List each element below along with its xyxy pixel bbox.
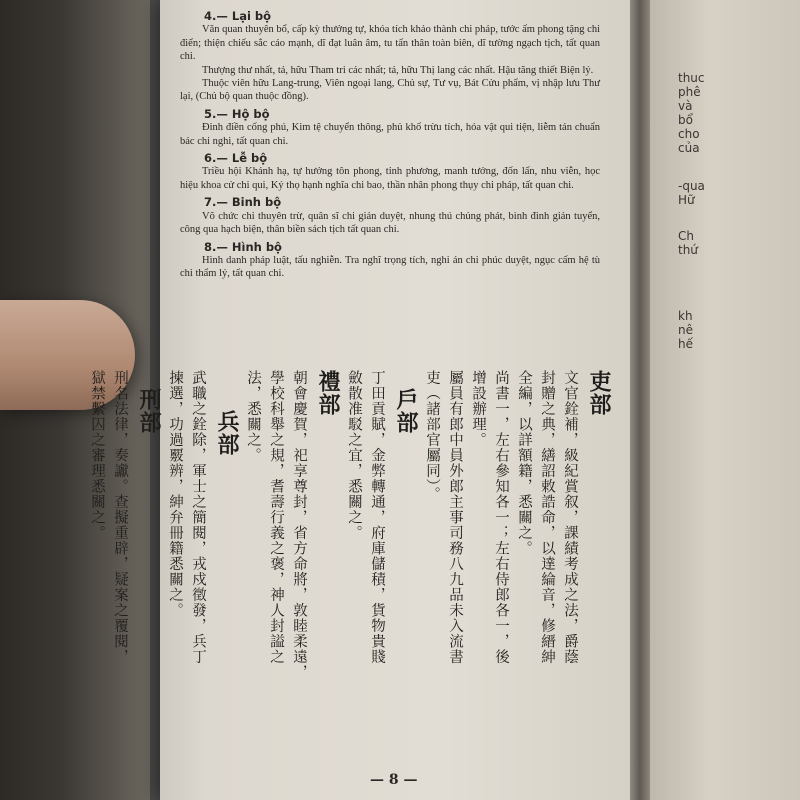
section-heading: 5.— Hộ bộ (204, 106, 270, 121)
cjk-column: 武職之銓除，軍士之簡閱，戎戍徵發，兵丁 (190, 370, 206, 665)
facing-fragment: phê (678, 85, 701, 99)
section-ho-bo (180, 108, 600, 148)
facing-fragment: kh (678, 309, 693, 323)
cjk-column: 吏（諸部官屬同）。 (424, 370, 440, 503)
paragraph: Đinh điền cống phú, Kim tệ chuyển thông, phủ khố trừu tích, hóa vật qui tiện, liễm tán chuẩn bác chi nghi, tất quan chi. (180, 122, 600, 147)
cjk-title-hinh: 刑部 (136, 388, 161, 434)
cjk-column: 尚書一，左右參知各一；左右侍郎各一，後 (493, 370, 509, 665)
section-heading: 7.— Binh bộ (204, 195, 282, 210)
facing-fragment: hế (678, 337, 693, 351)
section-le-bo (180, 152, 600, 192)
facing-fragment: bổ (678, 113, 693, 127)
vietnamese-text (180, 6, 600, 281)
facing-fragment: Ch (678, 229, 694, 243)
cjk-column: 法，悉關之。 (245, 370, 261, 463)
cjk-column: 丁田貢賦，金弊轉通，府庫儲積，貨物貴賤 (369, 370, 385, 665)
facing-fragment: -qua (678, 179, 705, 193)
section-hinh-bo (180, 241, 600, 281)
cjk-column: 朝會慶賀，祀享尊封，省方命將，敦睦柔遠， (291, 370, 307, 680)
cjk-column: 文官銓補，級紀賞叙，課績考成之法，爵蔭 (562, 370, 578, 665)
chinese-text (89, 370, 611, 765)
cjk-column: 增設辦理。 (470, 370, 486, 448)
paragraph: Thượng thư nhất, tả, hữu Tham tri các nhất; tả, hữu Thị lang các nhất. Hậu tăng thiết Biện lý. (202, 64, 594, 76)
paragraph: Văn quan thuyên bổ, cấp kỳ thưởng tự, khóa tích khảo thành chi pháp, tước ấm phong tặng chi điển; thiện chiếu sắc cáo mạnh, dĩ đạt luân âm, tu tấn thân toàn biên, dĩ tường ngạch tịch, tất quan chi. (180, 24, 600, 63)
paragraph: Triều hội Khánh hạ, tự hưởng tôn phong, tỉnh phương, manh tưởng, đốn lấn, nhu viễn, học hiệu khoa cử chi qui, Ký thọ hạnh nghĩa chi bao, thần nhân phong thụy chi pháp, tất quan chi. (180, 166, 600, 191)
cjk-title-hu: 戶部 (393, 388, 418, 434)
section-heading: 8.— Hình bộ (204, 239, 282, 254)
facing-fragment: thứ (678, 243, 698, 257)
cjk-column: 揀選，功過覈辨，紳弁冊籍悉關之。 (167, 370, 183, 618)
section-lai-bo (180, 10, 600, 104)
cjk-column: 全編，以詳額籍，悉關之。 (516, 370, 532, 556)
facing-fragment: Hữ (678, 193, 695, 207)
section-heading: 4.— Lại bộ (204, 9, 272, 23)
paragraph: Thuộc viên hữu Lang-trung, Viên ngoại lang, Chủ sự, Tư vụ, Bát Cửu phẩm, vị nhập lưu Thư lại, (Chủ bộ quan thuộc đồng). (180, 78, 600, 103)
cjk-column: 封贈之典，繕詔敕誥命，以達綸音，修縉紳 (539, 370, 555, 665)
cjk-title-le: 禮部 (315, 370, 340, 416)
section-binh-bo (180, 196, 600, 236)
cjk-column: 學校科舉之規，耆壽行義之褒，神人封謚之 (268, 370, 284, 665)
facing-page (650, 0, 800, 800)
facing-fragment: nê (678, 323, 693, 337)
section-heading: 6.— Lễ bộ (204, 151, 268, 166)
cjk-column: 獄禁繫囚之審理悉關之。 (89, 370, 105, 541)
cjk-column: 斂散准駁之宜，悉關之。 (346, 370, 362, 541)
paragraph: Võ chức chi thuyên trừ, quân sĩ chi giản duyệt, nhung thú chủng phát, binh đinh giản tuyển, công qua hạch biện, thân biền sách tịch tất quan chi. (180, 210, 600, 236)
page-number: — 8 — (370, 772, 418, 788)
cjk-title-binh: 兵部 (214, 410, 239, 456)
facing-fragment: và (678, 99, 693, 113)
cjk-title-li: 吏部 (586, 370, 611, 416)
facing-fragment: thuc (678, 71, 705, 85)
book-page (89, 0, 630, 800)
cjk-column: 刑名法律，奏讞。查擬重辟，疑案之覆閱， (112, 370, 128, 665)
book-gutter (630, 0, 650, 800)
paragraph: Hình danh pháp luật, tấu nghiễn. Tra nghĩ trọng tích, nghi án chi phúc duyệt, ngục cấm hệ tù chi thẩm lý, tất quan chi. (180, 254, 600, 280)
cjk-column: 屬員有郎中員外郎主事司務八九品未入流書 (447, 370, 463, 665)
facing-fragment: cho (678, 127, 700, 141)
facing-fragment: của (678, 141, 700, 155)
